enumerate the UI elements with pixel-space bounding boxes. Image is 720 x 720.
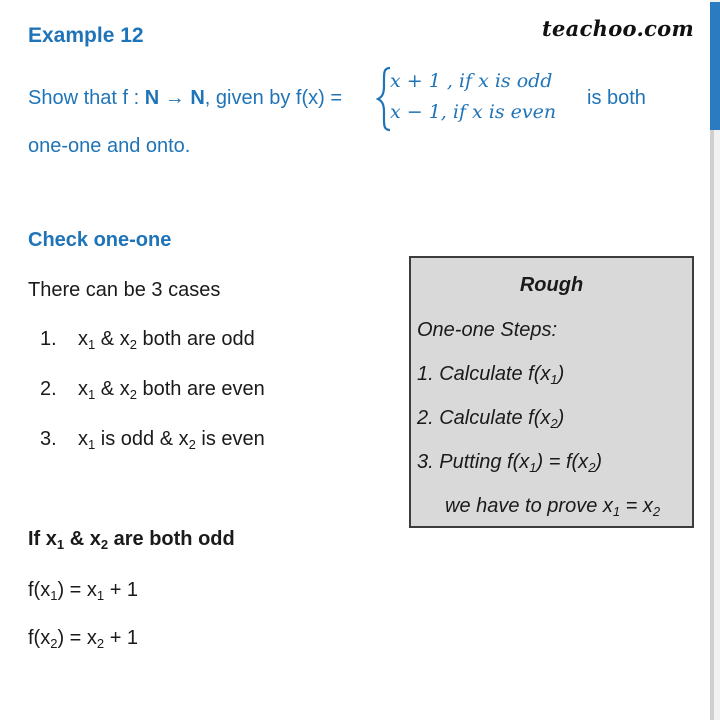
rough-box [409,256,694,528]
check-one-one-heading: Check one-one [28,229,172,251]
case-odd: x + 1 , if x is odd [390,70,553,92]
rough-step-4: we have to prove $x_1 = x_2$ [445,495,661,519]
rough-step-1: 1. Calculate $f(x_1)$ [417,363,565,387]
example-title: Example 12 [28,24,144,47]
rough-step-2: 2. Calculate $f(x_2)$ [417,407,565,431]
case-even: x − 1, if x is even [390,101,557,123]
piecewise-cases [390,66,556,128]
list-item: 3. $x_1$ is odd & $x_2$ is even [40,428,265,452]
question-suffix: is both [587,87,646,109]
question-line-1: Show that f : N → N, given by f(x) = [28,87,343,109]
teachoo-logo: teachoo.com [542,16,694,41]
set-n-1: N [144,87,160,109]
cases-intro: There can be 3 cases [28,279,221,301]
set-n-2: N [190,87,205,109]
rough-step-3: 3. Putting $f(x_1) = f(x_2)$ [417,451,603,475]
equation-f-x1: $f(x_1) = x_1 + 1$ [28,579,139,603]
rough-title: Rough [519,274,584,296]
both-odd-heading: If $x_1$ & $x_2$ are both odd [28,528,235,552]
scrollbar-thumb[interactable] [710,2,720,130]
list-item: 2. $x_1$ & $x_2$ both are even [40,378,265,402]
scrollbar-rail [710,100,714,720]
rough-steps-heading: One-one Steps: [417,319,558,341]
equation-f-x2: $f(x_2) = x_2 + 1$ [28,627,139,651]
question-line-2: one-one and onto. [28,135,191,157]
list-item: 1. $x_1$ & $x_2$ both are odd [40,328,255,352]
